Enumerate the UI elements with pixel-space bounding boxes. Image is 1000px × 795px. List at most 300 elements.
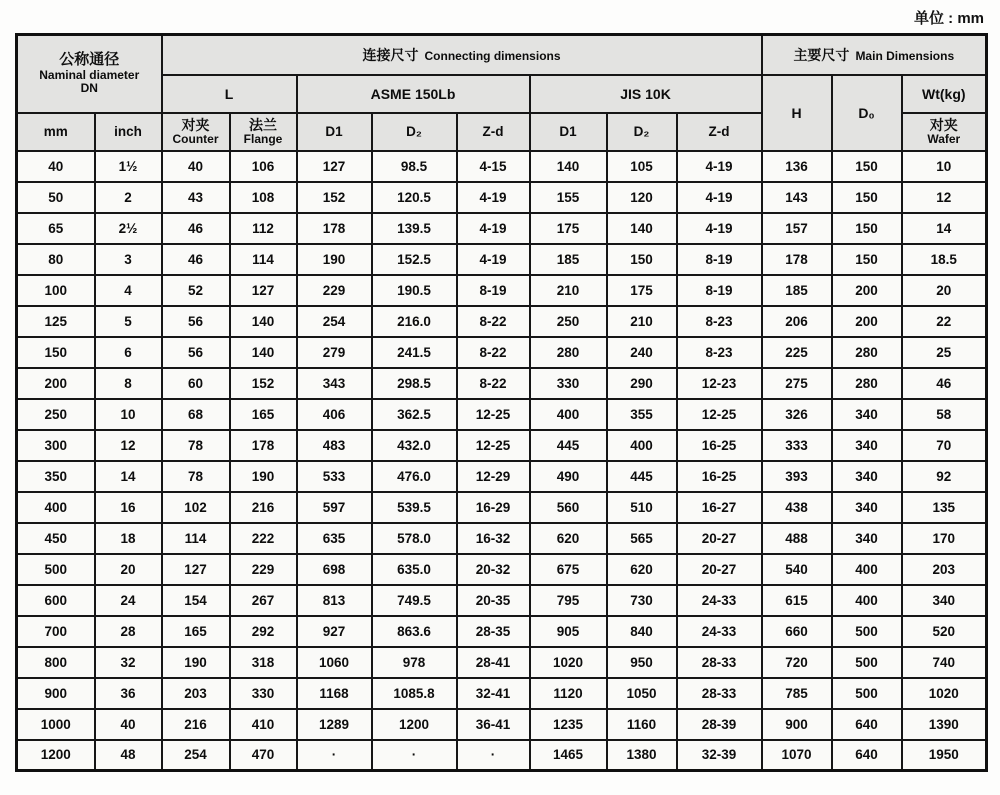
table-cell: 280: [832, 368, 902, 399]
header-connecting-en: Connecting dimensions: [424, 48, 561, 63]
table-cell: 400: [832, 585, 902, 616]
table-cell: 155: [530, 182, 607, 213]
header-flange: [230, 113, 297, 151]
table-cell: 190: [297, 244, 372, 275]
table-cell: 143: [762, 182, 832, 213]
table-row: [17, 585, 987, 616]
table-row: [17, 151, 987, 182]
table-cell: 140: [230, 337, 297, 368]
table-cell: 178: [762, 244, 832, 275]
table-cell: 24-33: [677, 616, 762, 647]
header-jis-d1: D1: [530, 113, 607, 151]
table-cell: 539.5: [372, 492, 457, 523]
table-cell: 400: [607, 430, 677, 461]
table-cell: 8-19: [677, 275, 762, 306]
table-cell: 660: [762, 616, 832, 647]
table-row: [17, 709, 987, 740]
table-cell: 16-25: [677, 430, 762, 461]
table-cell: 254: [297, 306, 372, 337]
table-cell: 102: [162, 492, 230, 523]
table-cell: 1000: [17, 709, 95, 740]
table-cell: 98.5: [372, 151, 457, 182]
table-cell: 139.5: [372, 213, 457, 244]
table-cell: 565: [607, 523, 677, 554]
table-row: [17, 523, 987, 554]
table-cell: 20-27: [677, 554, 762, 585]
table-cell: 16: [95, 492, 162, 523]
table-cell: 1465: [530, 740, 607, 771]
table-cell: 225: [762, 337, 832, 368]
table-cell: 350: [17, 461, 95, 492]
table-cell: 10: [902, 151, 987, 182]
table-cell: 483: [297, 430, 372, 461]
table-row: [17, 430, 987, 461]
table-cell: 318: [230, 647, 297, 678]
table-cell: 200: [832, 306, 902, 337]
table-cell: ·: [372, 740, 457, 771]
table-cell: 4: [95, 275, 162, 306]
table-cell: ·: [457, 740, 530, 771]
table-body: [17, 151, 987, 771]
table-cell: 300: [17, 430, 95, 461]
table-cell: 292: [230, 616, 297, 647]
table-cell: 28: [95, 616, 162, 647]
table-row: [17, 554, 987, 585]
table-cell: 229: [230, 554, 297, 585]
table-cell: 170: [902, 523, 987, 554]
table-cell: 863.6: [372, 616, 457, 647]
table-cell: 150: [17, 337, 95, 368]
table-cell: 4-19: [457, 182, 530, 213]
table-cell: 152: [230, 368, 297, 399]
table-cell: 340: [832, 430, 902, 461]
table-cell: 178: [230, 430, 297, 461]
table-cell: 326: [762, 399, 832, 430]
table-cell: 432.0: [372, 430, 457, 461]
table-cell: 136: [762, 151, 832, 182]
table-cell: 340: [902, 585, 987, 616]
table-cell: 165: [162, 616, 230, 647]
table-cell: 12-23: [677, 368, 762, 399]
header-wafer-zh: 对夹: [929, 116, 958, 133]
table-cell: 106: [230, 151, 297, 182]
table-cell: 229: [297, 275, 372, 306]
table-cell: 520: [902, 616, 987, 647]
table-cell: 8-23: [677, 337, 762, 368]
table-cell: 135: [902, 492, 987, 523]
header-asme-d1: D1: [297, 113, 372, 151]
table-cell: 12: [95, 430, 162, 461]
table-cell: 20-35: [457, 585, 530, 616]
table-cell: 4-19: [457, 244, 530, 275]
table-cell: 28-33: [677, 678, 762, 709]
table-cell: 1070: [762, 740, 832, 771]
table-cell: 112: [230, 213, 297, 244]
table-cell: 950: [607, 647, 677, 678]
table-cell: 250: [17, 399, 95, 430]
table-cell: 140: [607, 213, 677, 244]
table-cell: 400: [530, 399, 607, 430]
table-cell: 1289: [297, 709, 372, 740]
table-cell: 14: [902, 213, 987, 244]
table-row: [17, 616, 987, 647]
table-cell: 813: [297, 585, 372, 616]
table-cell: 343: [297, 368, 372, 399]
table-cell: 597: [297, 492, 372, 523]
header-l: L: [162, 75, 297, 113]
table-cell: 16-25: [677, 461, 762, 492]
table-cell: 12: [902, 182, 987, 213]
table-cell: 190: [162, 647, 230, 678]
table-cell: ·: [297, 740, 372, 771]
header-jis-10k: JIS 10K: [530, 75, 762, 113]
table-cell: 40: [17, 151, 95, 182]
table-cell: 740: [902, 647, 987, 678]
header-connecting-zh: 连接尺寸: [362, 46, 419, 63]
table-cell: 20-27: [677, 523, 762, 554]
table-cell: 210: [530, 275, 607, 306]
table-cell: 12-29: [457, 461, 530, 492]
table-cell: 438: [762, 492, 832, 523]
table-cell: 393: [762, 461, 832, 492]
table-cell: 927: [297, 616, 372, 647]
table-cell: 241.5: [372, 337, 457, 368]
header-main-dimensions: [762, 35, 987, 75]
table-row: [17, 213, 987, 244]
table-cell: 114: [230, 244, 297, 275]
table-cell: 905: [530, 616, 607, 647]
table-cell: 6: [95, 337, 162, 368]
table-cell: 800: [17, 647, 95, 678]
table-cell: 175: [607, 275, 677, 306]
table-cell: 635.0: [372, 554, 457, 585]
table-cell: 533: [297, 461, 372, 492]
table-cell: 600: [17, 585, 95, 616]
header-jis-d2: D₂: [607, 113, 677, 151]
table-row: [17, 182, 987, 213]
table-cell: 24: [95, 585, 162, 616]
table-cell: 445: [530, 430, 607, 461]
table-cell: 203: [162, 678, 230, 709]
table-cell: 20-32: [457, 554, 530, 585]
table-cell: 635: [297, 523, 372, 554]
table-row: [17, 306, 987, 337]
table-cell: 730: [607, 585, 677, 616]
header-inch: inch: [95, 113, 162, 151]
table-cell: 10: [95, 399, 162, 430]
table-cell: 165: [230, 399, 297, 430]
table-cell: 32: [95, 647, 162, 678]
header-h: H: [762, 75, 832, 151]
table-cell: 152: [297, 182, 372, 213]
table-cell: 749.5: [372, 585, 457, 616]
table-cell: 127: [297, 151, 372, 182]
table-cell: 150: [832, 182, 902, 213]
header-main-en: Main Dimensions: [855, 48, 955, 63]
table-cell: 210: [607, 306, 677, 337]
table-cell: 1020: [902, 678, 987, 709]
table-cell: 120: [607, 182, 677, 213]
header-asme-zd: Z-d: [457, 113, 530, 151]
table-cell: 490: [530, 461, 607, 492]
table-cell: 152.5: [372, 244, 457, 275]
table-cell: 60: [162, 368, 230, 399]
table-cell: 190: [230, 461, 297, 492]
table-cell: 330: [230, 678, 297, 709]
table-cell: 406: [297, 399, 372, 430]
table-cell: 150: [607, 244, 677, 275]
table-cell: 32-41: [457, 678, 530, 709]
header-connecting-dimensions: [162, 35, 762, 75]
table-cell: 8-22: [457, 337, 530, 368]
table-cell: 40: [162, 151, 230, 182]
table-cell: 50: [17, 182, 95, 213]
table-cell: 1160: [607, 709, 677, 740]
table-cell: 298.5: [372, 368, 457, 399]
table-cell: 620: [607, 554, 677, 585]
dimensions-table: [15, 33, 988, 772]
table-cell: 16-27: [677, 492, 762, 523]
table-cell: 56: [162, 337, 230, 368]
table-cell: 700: [17, 616, 95, 647]
table-cell: 290: [607, 368, 677, 399]
table-cell: 250: [530, 306, 607, 337]
table-cell: 1390: [902, 709, 987, 740]
table-cell: 400: [17, 492, 95, 523]
table-cell: 640: [832, 740, 902, 771]
table-cell: 80: [17, 244, 95, 275]
table-cell: 185: [530, 244, 607, 275]
table-cell: 1½: [95, 151, 162, 182]
table-cell: 8-23: [677, 306, 762, 337]
table-cell: 20: [902, 275, 987, 306]
table-cell: 340: [832, 399, 902, 430]
table-cell: 488: [762, 523, 832, 554]
table-cell: 362.5: [372, 399, 457, 430]
table-cell: 978: [372, 647, 457, 678]
table-cell: 150: [832, 244, 902, 275]
table-cell: 200: [832, 275, 902, 306]
table-cell: 410: [230, 709, 297, 740]
table-cell: 46: [902, 368, 987, 399]
table-cell: 1200: [372, 709, 457, 740]
table-cell: 1085.8: [372, 678, 457, 709]
table-cell: 78: [162, 461, 230, 492]
table-cell: 4-19: [677, 151, 762, 182]
table-cell: 175: [530, 213, 607, 244]
table-cell: 445: [607, 461, 677, 492]
table-cell: 1020: [530, 647, 607, 678]
table-cell: 216.0: [372, 306, 457, 337]
table-cell: 698: [297, 554, 372, 585]
table-cell: 20: [95, 554, 162, 585]
table-cell: 46: [162, 213, 230, 244]
header-nominal-en: Naminal diameter: [39, 67, 140, 82]
table-cell: 108: [230, 182, 297, 213]
table-cell: 500: [832, 678, 902, 709]
header-mm: mm: [17, 113, 95, 151]
table-cell: 127: [162, 554, 230, 585]
table-cell: 275: [762, 368, 832, 399]
table-cell: 785: [762, 678, 832, 709]
table-cell: 28-41: [457, 647, 530, 678]
table-cell: 4-19: [677, 213, 762, 244]
table-row: [17, 244, 987, 275]
table-cell: 120.5: [372, 182, 457, 213]
table-cell: 450: [17, 523, 95, 554]
table-cell: 100: [17, 275, 95, 306]
table-cell: 280: [832, 337, 902, 368]
table-cell: 254: [162, 740, 230, 771]
table-row: [17, 461, 987, 492]
table-cell: 28-39: [677, 709, 762, 740]
table-cell: 200: [17, 368, 95, 399]
table-cell: 43: [162, 182, 230, 213]
table-cell: 333: [762, 430, 832, 461]
table-cell: 8: [95, 368, 162, 399]
header-flange-en: Flange: [243, 131, 283, 146]
table-cell: 190.5: [372, 275, 457, 306]
table-cell: 14: [95, 461, 162, 492]
header-wafer-en: Wafer: [927, 131, 961, 146]
table-row: [17, 337, 987, 368]
table-cell: 1060: [297, 647, 372, 678]
header-asme-d2: D₂: [372, 113, 457, 151]
table-cell: 675: [530, 554, 607, 585]
header-flange-zh: 法兰: [249, 116, 278, 133]
table-cell: 8-19: [457, 275, 530, 306]
table-row: [17, 492, 987, 523]
table-cell: 56: [162, 306, 230, 337]
table-cell: 8-22: [457, 306, 530, 337]
table-cell: 340: [832, 523, 902, 554]
table-cell: 18: [95, 523, 162, 554]
table-cell: 280: [530, 337, 607, 368]
table-cell: 16-32: [457, 523, 530, 554]
table-cell: 355: [607, 399, 677, 430]
table-cell: 795: [530, 585, 607, 616]
header-nominal-zh: 公称通径: [59, 51, 120, 69]
table-cell: 12-25: [457, 430, 530, 461]
table-cell: 3: [95, 244, 162, 275]
table-cell: 203: [902, 554, 987, 585]
table-cell: 58: [902, 399, 987, 430]
table-cell: 8-22: [457, 368, 530, 399]
table-cell: 157: [762, 213, 832, 244]
table-cell: 206: [762, 306, 832, 337]
table-cell: 578.0: [372, 523, 457, 554]
header-nominal-code: DN: [80, 81, 98, 96]
table-cell: 560: [530, 492, 607, 523]
table-cell: 1168: [297, 678, 372, 709]
table-cell: 36-41: [457, 709, 530, 740]
table-cell: 240: [607, 337, 677, 368]
table-cell: 65: [17, 213, 95, 244]
header-counter-zh: 对夹: [181, 116, 210, 133]
table-cell: 1200: [17, 740, 95, 771]
table-cell: 70: [902, 430, 987, 461]
table-cell: 640: [832, 709, 902, 740]
table-cell: 12-25: [677, 399, 762, 430]
table-cell: 28-33: [677, 647, 762, 678]
table-cell: 2: [95, 182, 162, 213]
table-cell: 22: [902, 306, 987, 337]
table-cell: 114: [162, 523, 230, 554]
table-cell: 40: [95, 709, 162, 740]
table-row: [17, 647, 987, 678]
table-row: [17, 678, 987, 709]
table-cell: 36: [95, 678, 162, 709]
table-cell: 48: [95, 740, 162, 771]
table-row: [17, 399, 987, 430]
table-cell: 125: [17, 306, 95, 337]
table-cell: 24-33: [677, 585, 762, 616]
table-cell: 510: [607, 492, 677, 523]
table-cell: 5: [95, 306, 162, 337]
table-cell: 52: [162, 275, 230, 306]
table-cell: 178: [297, 213, 372, 244]
table-cell: 4-15: [457, 151, 530, 182]
table-cell: 46: [162, 244, 230, 275]
table-cell: 340: [832, 461, 902, 492]
table-row: [17, 275, 987, 306]
table-cell: 1050: [607, 678, 677, 709]
table-cell: 1120: [530, 678, 607, 709]
table-cell: 1950: [902, 740, 987, 771]
table-cell: 4-19: [457, 213, 530, 244]
table-cell: 140: [230, 306, 297, 337]
table-cell: 18.5: [902, 244, 987, 275]
header-wt-kg: Wt(kg): [902, 75, 987, 113]
table-cell: 12-25: [457, 399, 530, 430]
table-cell: 840: [607, 616, 677, 647]
table-cell: 267: [230, 585, 297, 616]
table-cell: 216: [162, 709, 230, 740]
table-cell: 540: [762, 554, 832, 585]
unit-label: 单位 : mm: [913, 10, 984, 27]
header-main-zh: 主要尺寸: [793, 46, 850, 63]
table-cell: 340: [832, 492, 902, 523]
table-cell: 150: [832, 213, 902, 244]
header-counter: [162, 113, 230, 151]
table-cell: 615: [762, 585, 832, 616]
table-cell: 900: [17, 678, 95, 709]
table-cell: 500: [832, 616, 902, 647]
table-cell: 105: [607, 151, 677, 182]
table-cell: 2½: [95, 213, 162, 244]
table-cell: 78: [162, 430, 230, 461]
table-cell: 154: [162, 585, 230, 616]
table-row: [17, 740, 987, 771]
table-cell: 92: [902, 461, 987, 492]
table-cell: 1380: [607, 740, 677, 771]
table-row: [17, 368, 987, 399]
table-cell: 150: [832, 151, 902, 182]
table-cell: 900: [762, 709, 832, 740]
table-cell: 476.0: [372, 461, 457, 492]
table-cell: 216: [230, 492, 297, 523]
header-nominal-diameter: [17, 35, 162, 113]
table-cell: 127: [230, 275, 297, 306]
header-asme-150lb: ASME 150Lb: [297, 75, 530, 113]
table-cell: 279: [297, 337, 372, 368]
table-cell: 16-29: [457, 492, 530, 523]
table-cell: 1235: [530, 709, 607, 740]
table-cell: 28-35: [457, 616, 530, 647]
table-cell: 185: [762, 275, 832, 306]
header-counter-en: Counter: [172, 131, 219, 146]
table-cell: 25: [902, 337, 987, 368]
